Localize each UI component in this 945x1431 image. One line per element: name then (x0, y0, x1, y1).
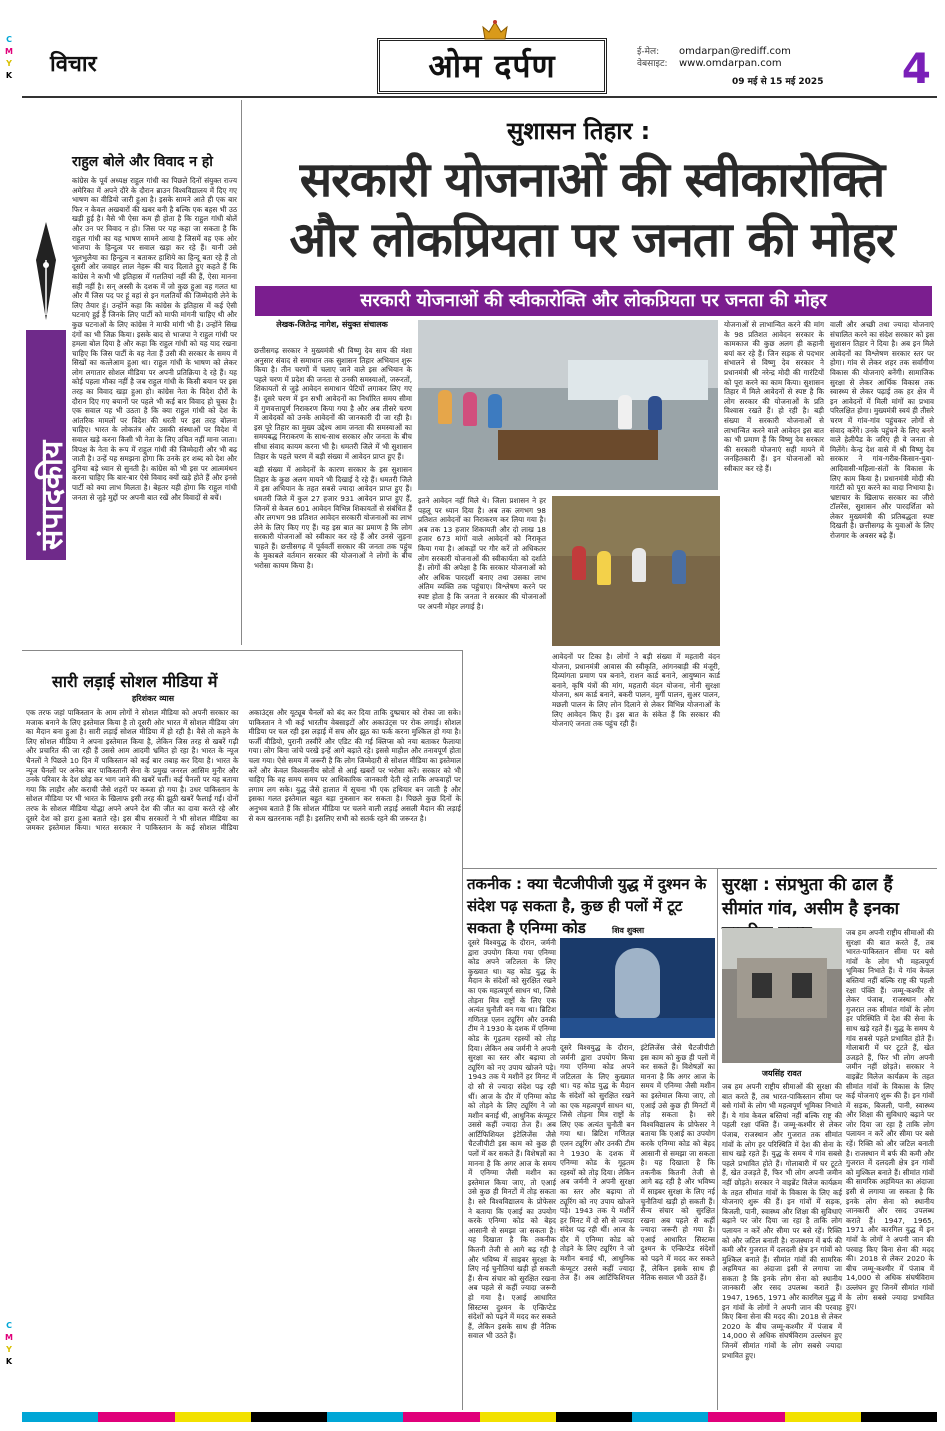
tech-body: दूसरे विश्वयुद्ध के दौरान, जर्मनी द्वारा उपयोग किया गया एनिग्मा कोड अपने जटिलता के लिए कुख्यात था। यह कोड युद्ध के मैदान के संदेशों को सुरक्षित रखने का एक महत्वपूर्ण साधन था, जिसे तोड़ना मित्र राष्ट्रों के लिए एक अत्यंत चुनौती बन गया था। ब्रिटिश गणितज्ञ एलन ट्यूरिंग और उनकी टीम ने 1930 के दशक में एनिग्मा कोड के गूढ़तम रहस्यों को तोड़ दिया। लेकिन अब जर्मनी ने अपनी सुरक्षा का स्तर और बढ़ाया तो ट्यूरिंग को नए उपाय खोजने पड़े। 1943 तक ये मशीनें हर मिनट में दो सौ से ज्यादा संदेश पढ़ रही थीं। आज के दौर में एनिग्मा कोड को तोड़ने के लिए ट्यूरिंग ने जो मशीन बनाई थी, आधुनिक कंप्यूटर उससे कहीं ज्यादा तेज हैं। अब आर्टिफिशियल इंटेलिजेंस जैसे चैटजीपीटी इस काम को कुछ ही पलों में कर सकते हैं। विशेषज्ञों का मानना है कि अगर आज के समय में एनिग्मा जैसी मशीन का इस्तेमाल किया जाए, तो एआई उसे कुछ ही मिनटों में तोड़ सकता है। सरे विश्वविद्यालय के प्रोफेसर ने बताया कि एआई का उपयोग करके एनिग्मा कोड को बेहद आसानी से समझा जा सकता है। यह दिखाता है कि तकनीक कितनी तेजी से आगे बढ़ रही है और भविष्य में साइबर सुरक्षा के लिए नई चुनौतियां खड़ी हो सकती हैं। सैन्य संचार को सुरक्षित रखना अब पहले से कहीं ज्यादा जरूरी हो गया है। एआई आधारित सिस्टम्स दुश्मन के एन्क्रिप्टेड संदेशों को पढ़ने में मदद कर सकते हैं, लेकिन इसके साथ ही नैतिक सवाल भी उठते हैं। (468, 938, 556, 1341)
main-banner: सरकारी योजनाओं की स्वीकारोक्ति और लोकप्रियता पर जनता की मोहर (255, 286, 932, 316)
editorial-label: संपादकीय (35, 440, 70, 550)
editorial-headline: राहुल बोले और विवाद न हो (72, 154, 213, 170)
robot-shape (615, 948, 660, 1018)
newspaper-page (22, 18, 937, 1413)
divider (462, 868, 937, 869)
header-rule (22, 96, 937, 98)
social-media-body: एक तरफ जहां पाकिस्तान के आम लोगों ने सोशल मीडिया को अपनी सरकार का मजाक बनाने के लिए इस्तेमाल किया है तो दूसरी ओर भारत में सोशल मीडिया जंग का मैदान बना हुआ है। सारी लड़ाई सोशल मीडिया में हो रही है। वैसे तो कहने के लिए सोशल मीडिया ने अपना इस्तेमाल किया है, लेकिन जिस तरह से खबरें गढ़ी और प्रचारित की जा रही हैं उससे आम आदमी भ्रमित हो रहा है। भारत के न्यूज चैनलों ने पिछले 10 दिन में पाकिस्तान को कई बार तबाह कर दिया है। भारत के न्यूज चैनलों पर अनेक बार पाकिस्तानी सेना के प्रमुख जनरल आसिम मुनीर और उनके परिवार के देश छोड़ कर भाग जाने की खबरें चलीं। कई चैनलों पर यह बताया गया कि लाहौर और कराची जैसे शहरों पर कब्जा हो गया है। उधर पाकिस्तान के सोशल मीडिया पर भी भारत के खिलाफ इसी तरह की झूठी खबरें फैलाई गईं। दोनों तरफ के सोशल मीडिया योद्धा अपने अपने देश की जीत का दावा करते रहे और दूसरे देश को हारा हुआ बताते रहे। इस बीच सरकारों ने भी सोशल मीडिया का जमकर इस्तेमाल किया। भारत सरकार ने पाकिस्तान के कई सोशल मीडिया अकाउंट्स और यूट्यूब चैनलों को बंद कर दिया ताकि दुष्प्रचार को रोका जा सके। पाकिस्तान ने भी कई भारतीय वेबसाइटों और अकाउंट्स पर रोक लगाई। सोशल मीडिया पर चल रही इस लड़ाई में सच और झूठ का फर्क करना मुश्किल हो गया है। फर्जी वीडियो, पुरानी तस्वीरें और एडिट की गई क्लिप्स को नया बताकर फैलाया गया। लोग बिना जांचे परखे इन्हें आगे बढ़ाते रहे। इससे माहौल और तनावपूर्ण होता चला गया। ऐसे समय में जरूरी है कि लोग जिम्मेदारी से सोशल मीडिया का इस्तेमाल करें और केवल विश्वसनीय स्रोतों से आई खबरों पर भरोसा करें। सरकार को भी चाहिए कि वह समय समय पर आधिकारिक जानकारी देती रहे ताकि अफवाहों पर लगाम लग सके। युद्ध जैसे हालात में सूचना भी एक हथियार बन जाती है और इसका गलत इस्तेमाल बहुत बड़ा नुकसान कर सकता है। पिछले कुछ दिनों के अनुभव बताते हैं कि सोशल मीडिया पर चलने वाली लड़ाई असली मैदान की लड़ाई से कम खतरनाक नहीं है। इसलिए सभी को सतर्क रहने की जरूरत है। (26, 708, 461, 833)
tech-col-2 (560, 1043, 715, 1408)
person-shape (438, 390, 452, 424)
page-header (22, 18, 937, 98)
person-shape (672, 550, 686, 584)
window-shape (752, 973, 772, 998)
reg-c: C (6, 35, 12, 44)
security-headline: सुरक्षा : संप्रभुता की ढाल हैं सीमांत गांव, असीम है इनका (722, 875, 900, 919)
security-body: जब हम अपनी राष्ट्रीय सीमाओं की सुरक्षा की बात करते हैं, तब भारत-पाकिस्तान सीमा पर बसे गांवों के लोग भी महत्वपूर्ण भूमिका निभाते हैं। ये गांव केवल बस्तियां नहीं बल्कि राष्ट्र की पहली रक्षा पंक्ति हैं। जम्मू-कश्मीर से लेकर पंजाब, राजस्थान और गुजरात तक सीमांत गांवों के लोग हर परिस्थिति में देश की सेना के साथ खड़े रहते हैं। युद्ध के समय ये गांव सबसे पहले प्रभावित होते हैं। गोलाबारी में घर टूटते हैं, खेत उजड़ते हैं, फिर भी लोग अपनी जमीन नहीं छोड़ते। सरकार ने वाइब्रेंट विलेज कार्यक्रम के तहत सीमांत गांवों के विकास के लिए कई योजनाएं शुरू की हैं। इन गांवों में सड़क, बिजली, पानी, स्वास्थ्य और शिक्षा की सुविधाएं बढ़ाने पर जोर दिया जा रहा है ताकि लोग पलायन न करें और सीमा पर बसे रहें। रिक्ति को और जटिल बनाती है। राजस्थान में बर्फ की कमी और गुजरात में दलदली क्षेत्र इन गांवों को मुश्किल बनाते हैं। सीमांत गांवों की सामरिक अहमियत का अंदाजा इसी से लगाया जा सकता है कि इनके लोग सेना को स्थानीय जानकारी और रसद उपलब्ध कराते हैं। 1947, 1965, 1971 और कारगिल युद्ध में इन गांवों के लोगों ने अपनी जान की परवाह किए बिना सेना की मदद की। 2018 से लेकर 2020 के बीच जम्मू-कश्मीर में पंजाब में 14,000 से अधिक संघर्षविराम उल्लंघन हुए जिनमें सीमांत गांवों के लोग सबसे ज्यादा प्रभावित हुए। (846, 928, 934, 1312)
person-shape (597, 551, 611, 585)
window-shape (792, 973, 812, 998)
table-shape (498, 430, 658, 460)
main-headline-line2: और लोकप्रियता पर जनता की मोहर (289, 212, 895, 268)
editorial-body: कांग्रेस के पूर्व अध्यक्ष राहुल गांधी का पिछले दिनों संयुक्त राज्य अमेरिका में अपने दौरे के दौरान ब्राउन विश्वविद्यालय में दिए गए भाषण का वीडियो जारी हुआ है। इसके सामने आते ही एक बार फिर न केवल अखबारों की खबर बनी है बल्कि एक बहस भी उठ खड़ी हुई है। वैसे भी ऐसा कम ही होता है कि राहुल गांधी बोलें और उन पर विवाद न हो। जिस पर यह कहा जा सकता है कि राहुल गांधी का यह भाषण सामने आया है जिसमें वह एक ओर भाजपा के हिन्दुत्व पर सवाल खड़ा कर रहे हैं। यानी उसे भूलभुलैया का हिन्दुत्व न बताकर हाशिये का हिन्दू बता रहे हैं तो दूसरी ओर जवाहर लाल नेहरू की याद दिलाते हुए कहते हैं कि कांग्रेस ने कभी भी इतिहास में गलतियां नहीं की हैं, ऐसा मानना सही नहीं है। सन् अस्सी के दशक में जो कुछ हुआ वह गलत था और मैं जिस पद पर हूं वहां से इन गलतियों की जिम्मेदारी लेने के लिए तैयार हूं। उन्होंने कहा कि कांग्रेस के इतिहास में कई ऐसी घटनाएं हुई हैं जिनके लिए पार्टी को माफी मांगनी चाहिए थी और कुछ घटनाओं के लिए कांग्रेस ने माफी मांगी भी है। उन्होंने सिख दंगों का भी जिक्र किया। इसके बाद से भाजपा ने राहुल गांधी पर हमला बोल दिया है और कहा कि राहुल गांधी को यह याद रखना चाहिए कि जिस पार्टी के वह नेता हैं उसी की सरकार के समय में सिखों का कत्लेआम हुआ था। राहुल गांधी के भाषण को लेकर लोग लगातार सोशल मीडिया पर अपनी प्रतिक्रिया दे रहे हैं। यह कोई पहला मौका नहीं है जब राहुल गांधी के किसी बयान पर इस तरह का विवाद खड़ा हुआ हो। कांग्रेस नेता के विदेश दौरों के दौरान दिए गए बयानों पर पहले भी कई बार विवाद हो चुका है। एक सवाल यह भी उठता है कि क्या राहुल गांधी को देश के आंतरिक मामलों पर विदेश की धरती पर इस तरह बोलना चाहिए। भारत के लोकतंत्र और उसकी संस्थाओं पर विदेश में सवाल खड़े करना किसी भी नेता के लिए उचित नहीं माना जाता। विपक्ष के नेता के रूप में राहुल गांधी की जिम्मेदारी और भी बढ़ जाती है। उन्हें यह समझना होगा कि उनके हर शब्द को देश और दुनिया बड़े ध्यान से सुनती है। कांग्रेस को भी इस पर आत्ममंथन करना चाहिए कि बार-बार ऐसे विवाद क्यों खड़े होते हैं और इनसे पार्टी को क्या लाभ मिलता है। बेहतर यही होगा कि राहुल गांधी जनता से जुड़े मुद्दों पर अपनी बात रखें और विवादों से बचें। (72, 176, 237, 502)
masthead (377, 38, 607, 94)
social-media-headline: सारी लड़ाई सोशल मीडिया में (52, 672, 218, 691)
divider (717, 868, 718, 1410)
person-shape (618, 395, 632, 429)
editorial-label-box (26, 330, 70, 560)
main-headline (252, 150, 932, 270)
security-body-continued: जब हम अपनी राष्ट्रीय सीमाओं की सुरक्षा की बात करते हैं, तब भारत-पाकिस्तान सीमा पर बसे गांवों के लोग भी महत्वपूर्ण भूमिका निभाते हैं। ये गांव केवल बस्तियां नहीं बल्कि राष्ट्र की पहली रक्षा पंक्ति हैं। जम्मू-कश्मीर से लेकर पंजाब, राजस्थान और गुजरात तक सीमांत गांवों के लोग हर परिस्थिति में देश की सेना के साथ खड़े रहते हैं। युद्ध के समय ये गांव सबसे पहले प्रभावित होते हैं। गोलाबारी में घर टूटते हैं, खेत उजड़ते हैं, फिर भी लोग अपनी जमीन नहीं छोड़ते। सरकार ने वाइब्रेंट विलेज कार्यक्रम के तहत सीमांत गांवों के विकास के लिए कई योजनाएं शुरू की हैं। इन गांवों में सड़क, बिजली, पानी, स्वास्थ्य और शिक्षा की सुविधाएं बढ़ाने पर जोर दिया जा रहा है ताकि लोग पलायन न करें और सीमा पर बसे रहें। रिक्ति को और जटिल बनाती है। राजस्थान में बर्फ की कमी और गुजरात में दलदली क्षेत्र इन गांवों को मुश्किल बनाते हैं। सीमांत गांवों की सामरिक अहमियत का अंदाजा इसी से लगाया जा सकता है कि इनके लोग सेना को स्थानीय जानकारी और रसद उपलब्ध कराते हैं। 1947, 1965, 1971 और कारगिल युद्ध में इन गांवों के लोगों ने अपनी जान की परवाह किए बिना सेना की मदद की। 2018 से लेकर 2020 के बीच जम्मू-कश्मीर में पंजाब में 14,000 से अधिक संघर्षविराम उल्लंघन हुए जिनमें सीमांत गांवों के लोग सबसे ज्यादा प्रभावित हुए। (722, 1082, 842, 1360)
reg-c: C (6, 1321, 12, 1330)
editorial-column (22, 100, 242, 645)
reg-k: K (5, 71, 13, 80)
crown-icon (480, 19, 510, 41)
main-col-1-text: छत्तीसगढ़ सरकार ने मुख्यमंत्री श्री विष्णु देव साय की मंशा अनुसार संवाद से समाधान तक सुशासन तिहार अभियान शुरू किया है। तीन चरणों में चलाए जाने वाले इस अभियान के पहले चरण में प्रदेश की जनता से उनकी समस्याओं, जरूरतों, शिकायतों से जुड़े आवेदन समाधान पेटियों लगाकर लिए गए हैं। दूसरे चरण में इन सभी आवेदनों का निर्धारित समय सीमा में गुणवत्तापूर्ण निराकरण किया गया है और अब तीसरे चरण में आवेदकों को उनके आवेदनों की जानकारी दी जा रही है। इस पूरे तिहार का मुख्य उद्देश्य आम जनता की समस्याओं का समयबद्ध निराकरण के साथ-साथ सरकार और जनता के बीच सीधा संवाद कायम करना भी है। धमतरी जिले में भी सुशासन तिहार के पहले चरण में बड़ी संख्या में आवेदन प्राप्त हुए हैं। (254, 346, 412, 461)
main-col-4: आवेदनों पर टिका है। लोगों ने बड़ी संख्या में महतारी वंदन योजना, प्रधानमंत्री आवास की स्वीकृति, आंगनबाड़ी की मंजूरी, दिव्यांगता प्रमाण पत्र बनाने, राशन कार्ड बनाने, आयुष्मान कार्ड बनाने, कृषि यंत्रों की मांग, महतारी वंदन योजना, नोनी सुरक्षा योजना, श्रम कार्ड बनाने, बकरी पालन, मुर्गी पालन, सुअर पालन, मछली पालन के लिए लोन दिलाने से लेकर विभिन्न योजनाओं के लिए आवेदन किए हैं। इस बात के संकेत हैं कि सरकार की योजनाएं जनता तक पहुंच रही हैं। (552, 652, 720, 729)
person-shape (648, 396, 662, 430)
main-kicker: सुशासन तिहार : (507, 117, 651, 145)
banner-board (568, 360, 708, 400)
registration-marks-bottom (4, 1320, 14, 1368)
person-shape (488, 394, 502, 428)
main-byline: लेखक-जितेन्द्र नागेश, संयुक्त संचालक (276, 320, 388, 329)
tech-photo (560, 938, 715, 1038)
person-shape (463, 392, 477, 426)
tech-headline: तकनीक : क्या चैटजीपीजी युद्ध में दुश्मन के संदेश पढ़ सकता है, कुछ ही पलों में टूट सकता है एनिग्मा कोड (467, 875, 707, 937)
person-shape (632, 548, 646, 582)
tech-body-continued: दूसरे विश्वयुद्ध के दौरान, जर्मनी द्वारा उपयोग किया गया एनिग्मा कोड अपने जटिलता के लिए कुख्यात था। यह कोड युद्ध के मैदान के संदेशों को सुरक्षित रखने का एक महत्वपूर्ण साधन था, जिसे तोड़ना मित्र राष्ट्रों के लिए एक अत्यंत चुनौती बन गया था। ब्रिटिश गणितज्ञ एलन ट्यूरिंग और उनकी टीम ने 1930 के दशक में एनिग्मा कोड के गूढ़तम रहस्यों को तोड़ दिया। लेकिन अब जर्मनी ने अपनी सुरक्षा का स्तर और बढ़ाया तो ट्यूरिंग को नए उपाय खोजने पड़े। 1943 तक ये मशीनें हर मिनट में दो सौ से ज्यादा संदेश पढ़ रही थीं। आज के दौर में एनिग्मा कोड को तोड़ने के लिए ट्यूरिंग ने जो मशीन बनाई थी, आधुनिक कंप्यूटर उससे कहीं ज्यादा तेज हैं। अब आर्टिफिशियल इंटेलिजेंस जैसे चैटजीपीटी इस काम को कुछ ही पलों में कर सकते हैं। विशेषज्ञों का मानना है कि अगर आज के समय में एनिग्मा जैसी मशीन का इस्तेमाल किया जाए, तो एआई उसे कुछ ही मिनटों में तोड़ सकता है। सरे विश्वविद्यालय के प्रोफेसर ने बताया कि एआई का उपयोग करके एनिग्मा कोड को बेहद आसानी से समझा जा सकता है। यह दिखाता है कि तकनीक कितनी तेजी से आगे बढ़ रही है और भविष्य में साइबर सुरक्षा के लिए नई चुनौतियां खड़ी हो सकती हैं। सैन्य संचार को सुरक्षित रखना अब पहले से कहीं ज्यादा जरूरी हो गया है। एआई आधारित सिस्टम्स दुश्मन के एन्क्रिप्टेड संदेशों को पढ़ने में मदद कर सकते हैं, लेकिन इसके साथ ही नैतिक सवाल भी उठते हैं। (560, 1043, 715, 1283)
issue-date: 09 मई से 15 मई 2025 (732, 77, 824, 87)
main-col-5: योजनाओं से लाभान्वित करने की मांग के 98 प्रतिशत आवेदन सरकार के कामकाज की कुछ अलग ही कहानी बयां कर रहे हैं। जिन सड़क से पदभार संभालने से विष्णु देव सरकार ने प्रधानमंत्री श्री नरेन्द्र मोदी की गारंटियों को पूरा करने का काम किया। सुशासन तिहार में मिले आवेदनों से स्पष्ट है कि लोग सरकार की योजनाओं के प्रति विश्वास रखते हैं। हो रही है। बड़ी संख्या में सरकारी योजनाओं से लाभान्वित करने वाले आवेदन इस बात का भी प्रमाण हैं कि विष्णु देव सरकार की सरकारी योजनाएं सही मायने में जनहितकारी हैं। इन योजनाओं को स्वीकार कर रहे हैं। (724, 320, 824, 473)
web-label: वेबसाइट: (637, 59, 668, 69)
tech-author: शिव शुक्ला (612, 926, 645, 935)
main-col-2-text: बड़ी संख्या में आवेदनों के कारण सरकार के इस सुशासन तिहार के कुछ अलग मायने भी दिखाई दे रहे हैं। धमतरी जिले में इस अभियान के तहत सबसे ज्यादा आवेदन प्राप्त हुए हैं। धमतरी जिले में कुल 27 हजार 931 आवेदन प्राप्त हुए हैं, जिनमें से केवल 601 आवेदन विभिन्न शिकायतों से संबंधित हैं और लगभग 98 प्रतिशत आवेदन सरकारी योजनाओं का लाभ लेने के लिए किए गए हैं। यह इस बात का प्रमाण है कि लोग सरकारी योजनाओं को स्वीकार कर रहे हैं और उनसे जुड़ना चाहते हैं। छत्तीसगढ़ में पूर्ववर्ती सरकार की जनता तक पहुंच के मुकाबले वर्तमान सरकार की योजनाओं ने लोगों के बीच भरोसा कायम किया है। (254, 465, 412, 571)
main-col-1 (254, 346, 412, 866)
section-title: विचार (50, 52, 97, 77)
damaged-house-shape (737, 958, 827, 1018)
tech-col-1 (468, 938, 556, 1408)
color-bar (22, 1412, 937, 1422)
main-col-6: वाली और अच्छी तथा ज्यादा योजनाएं संचालित करने का संदेश सरकार को इस सुशासन तिहार ने दिया है। अब इन मिले आवेदनों का विश्लेषण सरकार स्तर पर होगा। गांव से लेकर शहर तक सर्वांगीण विकास की योजनाएं बनेंगी। सामाजिक सुरक्षा से लेकर आर्थिक विकास तक स्वास्थ्य से लेकर पढ़ाई तक हर क्षेत्र में इन आवेदनों में मिली मांगों का प्रभाव परिलक्षित होगा। मुख्यमंत्री स्वयं ही तीसरे चरण में गांव-गांव पहुंचकर लोगों से संवाद करेंगे। उनके पहुंचने के लिए बनने वाले हेलीपैड के जरिए ही वे जनता से मिलेंगे। केन्द्र देश वासे में श्री विष्णु देव सरकार ने गांव-गरीब-किसान-युवा-आदिवासी-महिला-संतों के विकास के लिए काम किया है। प्रधानमंत्री मोदी की गारंटी को पूरा करने का वादा निभाया है। भ्रष्टाचार के खिलाफ सरकार का जीरो टॉलरेंस, सुशासन और पारदर्शिता को लेकर मुख्यमंत्री की प्रतिबद्धता स्पष्ट दिखती है। छत्तीसगढ़ के युवाओं के लिए रोजगार के अवसर बढ़े हैं। (830, 320, 934, 541)
social-media-author: हरिशंकर व्यास (132, 694, 175, 703)
screen-shape (560, 1018, 715, 1038)
reg-y: Y (6, 1345, 12, 1354)
email-label: ई-मेल: (637, 47, 660, 57)
security-col-right (846, 928, 934, 1408)
person-shape (572, 546, 586, 580)
main-headline-line1: सरकारी योजनाओं की स्वीकारोक्ति (299, 152, 885, 208)
main-photo-bottom (552, 496, 720, 646)
security-photo-credit: जयसिंह रावत (762, 1069, 802, 1078)
security-photo (722, 928, 842, 1063)
website-link[interactable]: www.omdarpan.com (679, 58, 782, 69)
email-link[interactable]: omdarpan@rediff.com (679, 46, 791, 57)
main-photo-top (418, 320, 718, 490)
divider (462, 650, 463, 1410)
fountain-pen-icon (26, 220, 66, 330)
reg-y: Y (6, 59, 12, 68)
main-col-3: इतने आवेदन नहीं मिले थे। जिला प्रशासन ने हर पहलू पर ध्यान दिया है। अब तक लगभग 98 प्रतिशत आवेदनों का निराकरण कर लिया गया है। अब तक 13 हजार शिकायती और दो लाख 18 हजार 673 मांगों वाले आवेदनों को निराकृत किया गया है। आंकड़ों पर गौर करें तो अधिकतर लोग सरकारी योजनाओं की स्वीकार्यता को दर्शाते हैं। लोगों की अपेक्षा है कि सरकार योजनाओं को और अधिक पारदर्शी बनाए तथा उसका लाभ अंतिम व्यक्ति तक पहुंचाए। विश्लेषण करने पर स्पष्ट होता है कि जनता ने सरकार की योजनाओं पर अपनी मोहर लगाई है। (418, 496, 546, 611)
reg-k: K (5, 1357, 13, 1366)
reg-m: M (5, 47, 13, 56)
contact-block (637, 46, 791, 70)
registration-marks-top (4, 34, 14, 82)
page-number: 4 (901, 44, 931, 93)
masthead-title: ओम दर्पण (428, 47, 556, 85)
security-col-left (722, 1082, 842, 1408)
reg-m: M (5, 1333, 13, 1342)
